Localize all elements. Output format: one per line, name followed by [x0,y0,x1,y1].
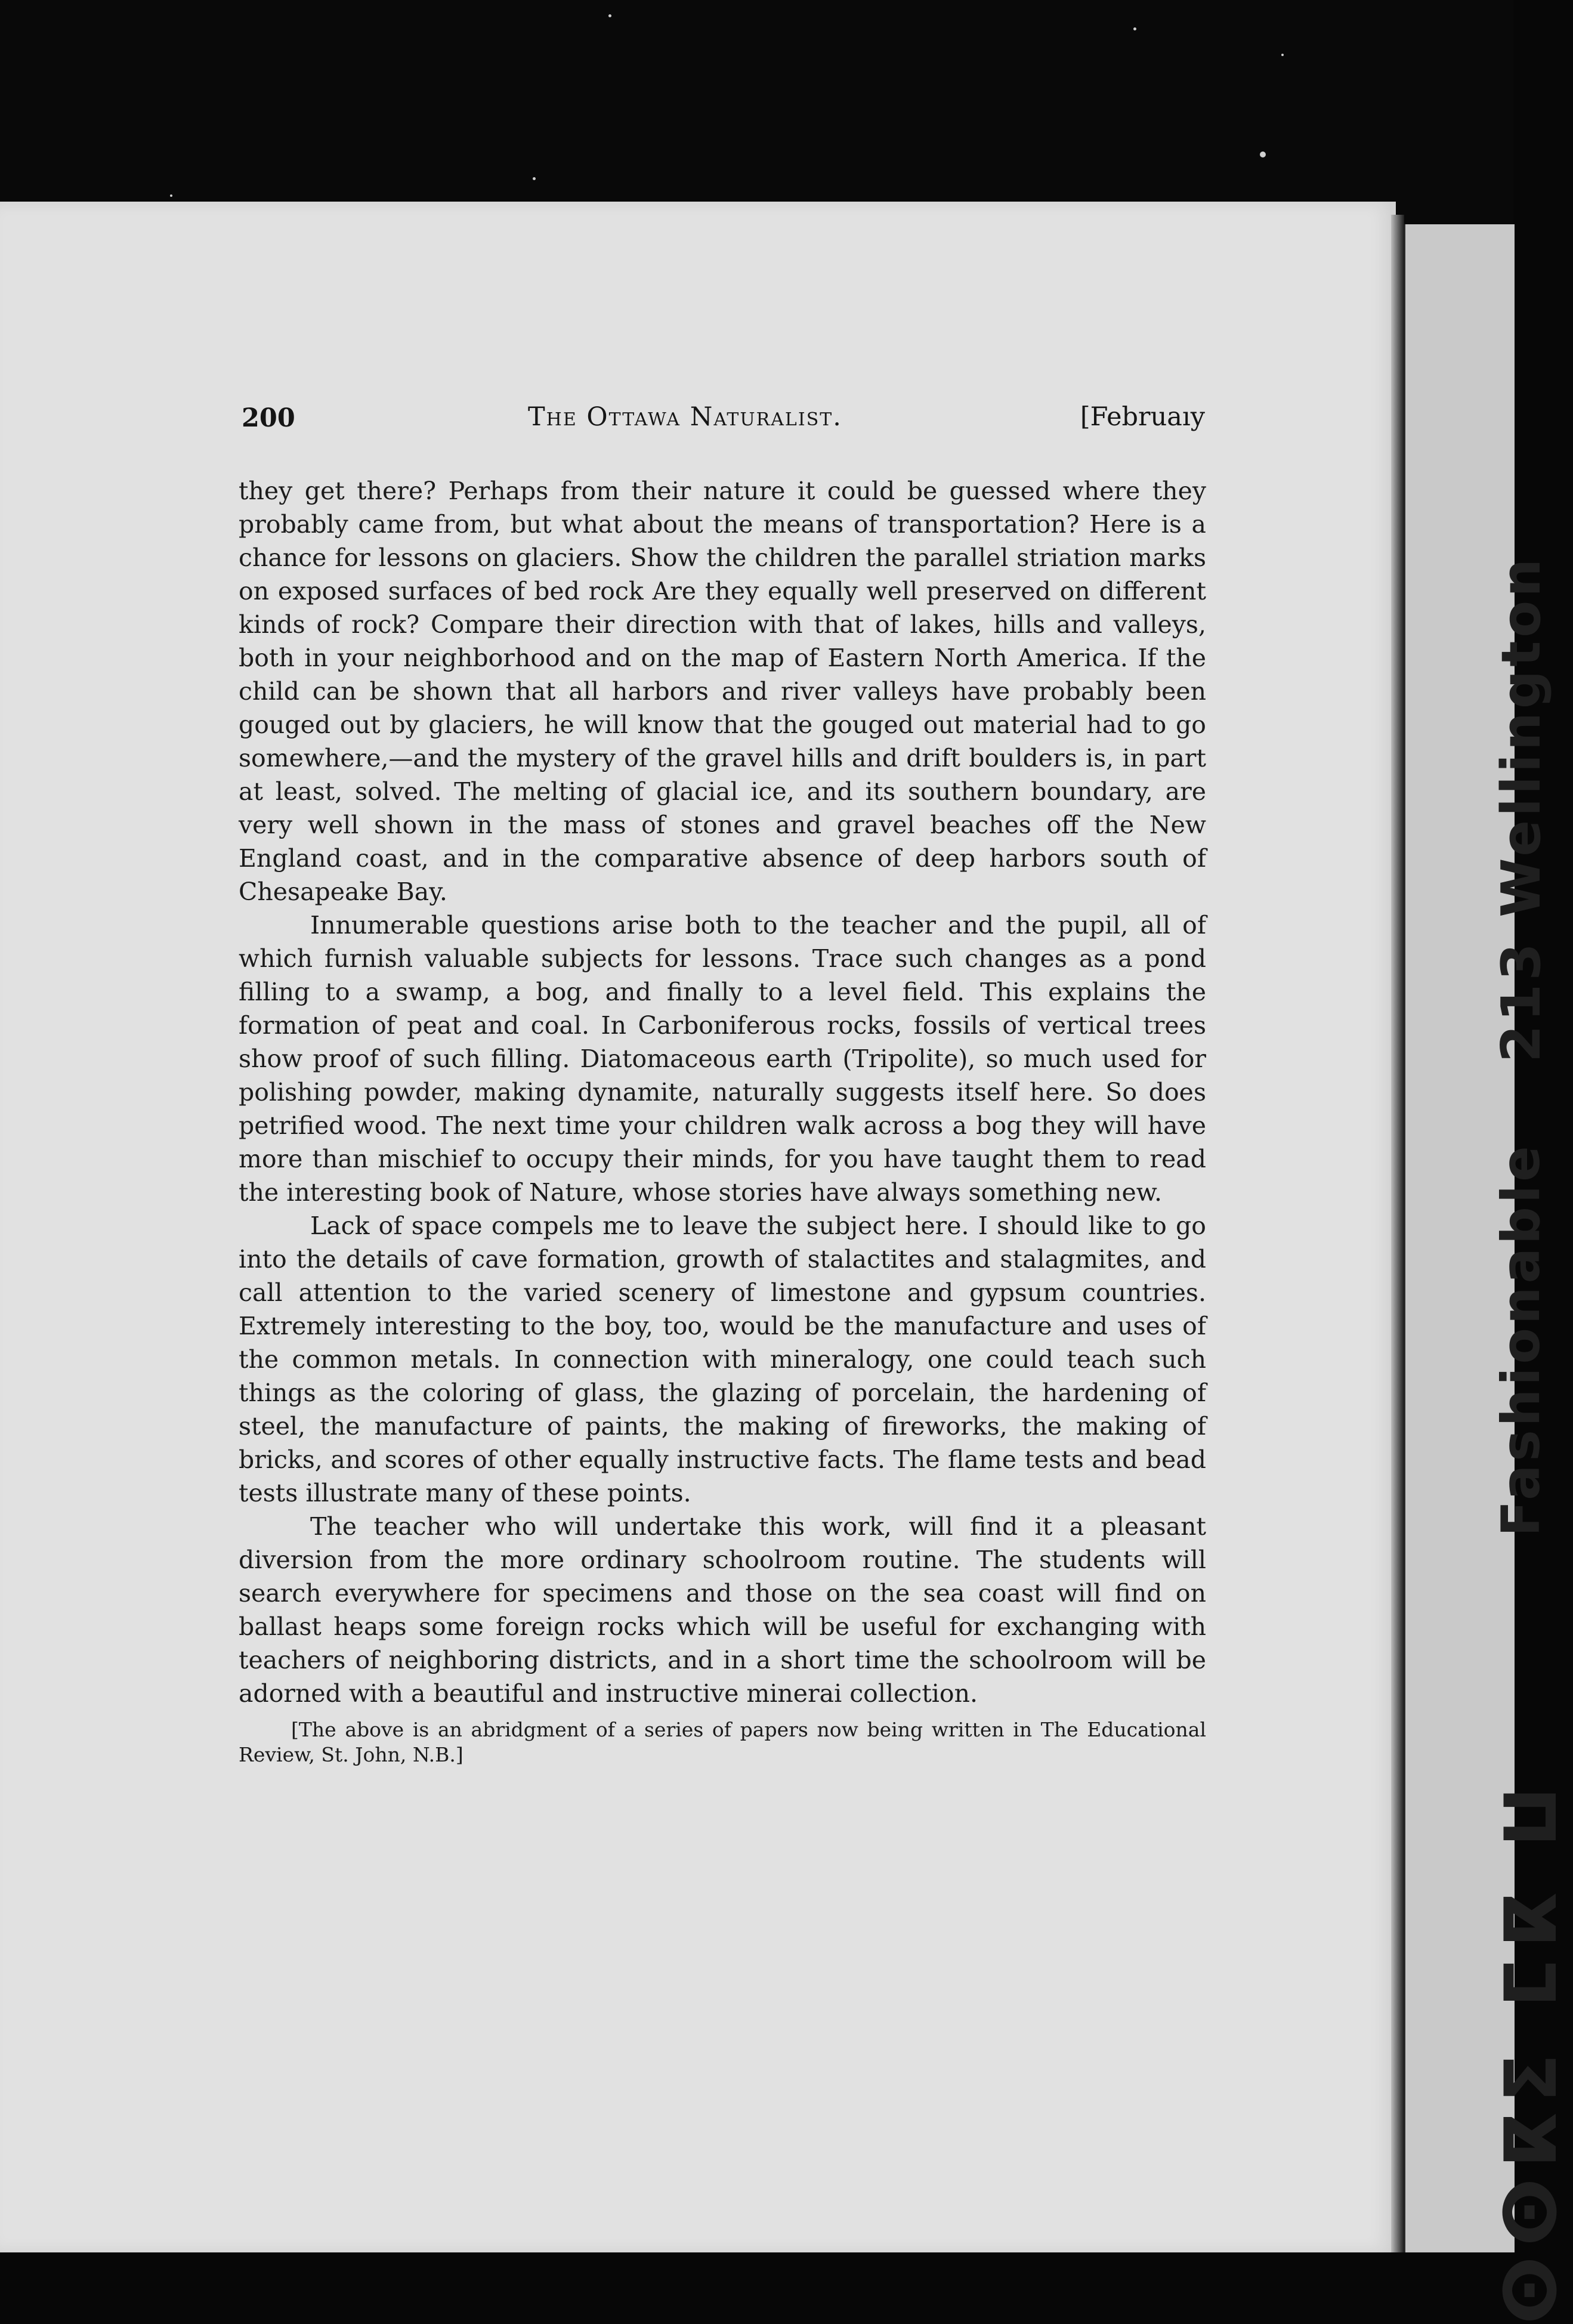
dust-speck [533,177,536,180]
body-paragraph: The teacher who will undertake this work, will find it a pleasant diversion from the more ordinary schoolroom routine. The students will search everywhere for specimens and those on the sea coast will find on ballast heaps some foreign rocks which will be useful for exchanging with teachers of neighboring districts, and in a short time the schoolroom will be adorned with a beautiful and instructive minerai collection. [239,1512,1206,1708]
journal-title: The Ottawa Naturalist. [528,402,842,432]
article-body [239,474,1206,1787]
body-paragraph: Lack of space compels me to leave the subject here. I should like to go into the details of cave formation, growth of stalactites and stalagmites, and call attention to the varied scenery of limestone and gypsum countries. Extremely interesting to the boy, too, would be the manufacture and uses of the common metals. In connection with mineralogy, one could teach such things as the coloring of glass, the glazing of porcelain, the hardening of steel, the manufacture of paints, the making of fireworks, the making of bricks, and scores of other equally instructive facts. The flame tests and bead tests illustrate many of these points. [239,1212,1206,1507]
dust-speck [1133,27,1136,30]
dust-speck [608,14,611,17]
body-paragraph: Innumerable questions arise both to the teacher and the pupil, all of which furnish valuable subjects for lessons. Trace such changes as a pond filling to a swamp, a bog, and finally to a level field. This explains the formation of peat and coal. In Carboniferous rocks, fossils of vertical trees show proof of such filling. Diatomaceous earth (Tripolite), so much used for polishing powder, making dynamite, naturally suggests itself here. So does petrified wood. The next time your children walk across a bog they will have more than mischief to occupy their minds, for you have taught them to read the interesting book of Nature, whose stories have always something new. [239,911,1206,1207]
adjacent-page-strip [1404,224,1573,2324]
body-paragraph: they get there? Perhaps from their nature it could be guessed where they probably came from, but what about the means of transportation? Here is a chance for lessons on glaciers. Show the children the parallel striation marks on exposed surfaces of bed rock Are they equally well preserved on different kinds of rock? Compare their direction with that of lakes, hills and valleys, both in your neighborhood and on the map of Eastern North America. If the child can be shown that all harbors and river valleys have probably been gouged out by glaciers, he will know that the gouged out material had to go somewhere,—and the mystery of the gravel hills and drift boulders is, in part at least, solved. The melting of glacial ice, and its southern boundary, are very well shown in the mass of stones and gravel beaches off the New England coast, and in the comparative absence of deep harbors south of Chesapeake Bay. [239,477,1206,906]
running-header [242,398,1205,440]
dust-speck [170,194,172,197]
adjacent-page-partial-text: ⵙⵙⴽⵉ ⵎⴽ ⵡ [1490,1776,1573,2324]
adjacent-page-address: 213 Wellington [1490,555,1553,1062]
dust-speck [1281,54,1284,56]
page-number: 200 [242,403,295,433]
page-gutter [1391,215,1404,2252]
issue-month: [Februaıy [1080,402,1205,432]
adjacent-page-word: Fashionable [1490,1142,1552,1537]
dust-speck [1260,152,1266,157]
footnote: [The above is an abridgment of a series of papers now being written in The Educational Review, St. John, N.B.] [239,1718,1206,1766]
